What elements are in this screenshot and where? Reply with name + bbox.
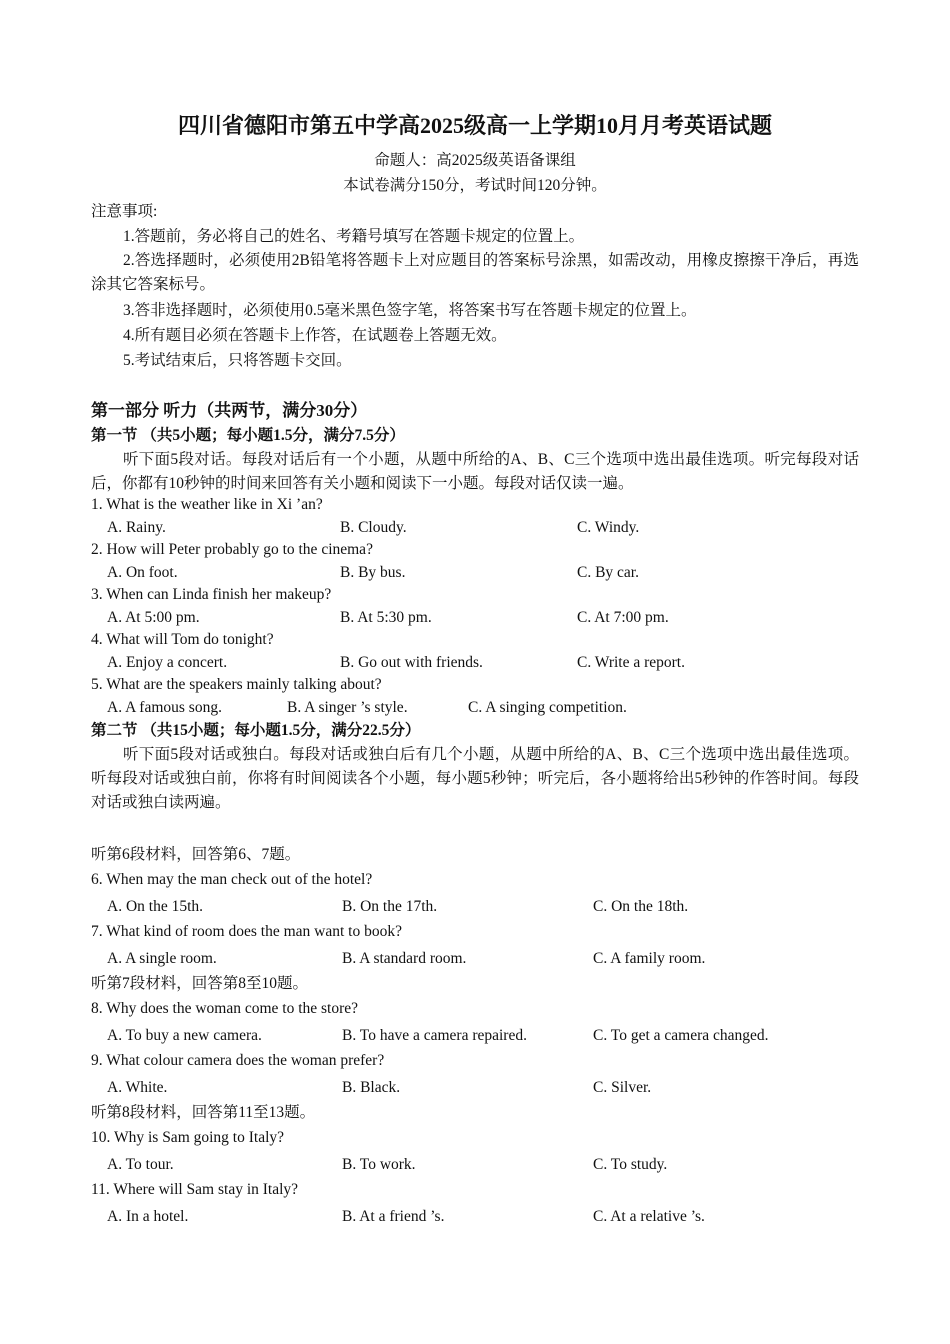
option-8a: A. To buy a new camera. — [107, 1027, 262, 1044]
option-6a: A. On the 15th. — [107, 898, 204, 915]
option-4c: C. Write a report. — [577, 654, 685, 671]
option-5c: C. A singing competition. — [468, 699, 627, 716]
option-6b: B. On the 17th. — [342, 898, 438, 915]
group-8-intro: 听第8段材料，回答第11至13题。 — [91, 1104, 316, 1121]
question-5: 5. What are the speakers mainly talking about? — [91, 676, 382, 693]
option-7b: B. A standard room. — [342, 950, 467, 967]
option-3a: A. At 5:00 pm. — [107, 609, 200, 626]
question-10: 10. Why is Sam going to Italy? — [91, 1129, 285, 1146]
option-7c: C. A family room. — [593, 950, 706, 967]
exam-info: 本试卷满分150分，考试时间120分钟。 — [343, 177, 607, 194]
group-6-intro: 听第6段材料，回答第6、7题。 — [91, 846, 301, 863]
author-line: 命题人：高2025级英语备课组 — [374, 152, 576, 169]
section1-heading: 第一节 （共5小题；每小题1.5分，满分7.5分） — [91, 427, 405, 444]
option-3b: B. At 5:30 pm. — [340, 609, 432, 626]
option-10c: C. To study. — [593, 1156, 668, 1173]
notice-item-4: 4.所有题目必须在答题卡上作答，在试题卷上答题无效。 — [123, 327, 507, 344]
notice-item-1: 1.答题前，务必将自己的姓名、考籍号填写在答题卡规定的位置上。 — [123, 228, 585, 245]
notice-item-5: 5.考试结束后，只将答题卡交回。 — [123, 352, 352, 369]
option-8c: C. To get a camera changed. — [593, 1027, 769, 1044]
section1-instructions: 听下面5段对话。每段对话后有一个小题，从题中所给的A、B、C三个选项中选出最佳选项。听完每段对话后，你都有10秒钟的时间来回答有关小题和阅读下一小题。每段对话仅读一遍。 — [91, 451, 859, 492]
option-2c: C. By car. — [577, 564, 639, 581]
section2-instructions: 听下面5段对话或独白。每段对话或独白后有几个小题，从题中所给的A、B、C三个选项中选出最佳选项。听每段对话或独白前，你将有时间阅读各个小题，每小题5秒钟；听完后，各小题将给出5秒钟的作答时间。每段对话或独白读两遍。 — [91, 746, 859, 811]
question-6: 6. When may the man check out of the hotel? — [91, 871, 373, 888]
question-11: 11. Where will Sam stay in Italy? — [91, 1181, 299, 1198]
option-5b: B. A singer ’s style. — [287, 699, 408, 716]
question-3: 3. When can Linda finish her makeup? — [91, 586, 332, 603]
option-9b: B. Black. — [342, 1079, 401, 1096]
option-3c: C. At 7:00 pm. — [577, 609, 669, 626]
option-11b: B. At a friend ’s. — [342, 1208, 445, 1225]
part1-heading: 第一部分 听力（共两节，满分30分） — [91, 401, 368, 420]
option-10a: A. To tour. — [107, 1156, 174, 1173]
group-7-intro: 听第7段材料，回答第8至10题。 — [91, 975, 309, 992]
option-2a: A. On foot. — [107, 564, 178, 581]
option-11a: A. In a hotel. — [107, 1208, 189, 1225]
option-4a: A. Enjoy a concert. — [107, 654, 228, 671]
option-1b: B. Cloudy. — [340, 519, 407, 536]
page-title: 四川省德阳市第五中学高2025级高一上学期10月月考英语试题 — [177, 113, 772, 138]
option-4b: B. Go out with friends. — [340, 654, 483, 671]
option-8b: B. To have a camera repaired. — [342, 1027, 527, 1044]
section2-heading: 第二节 （共15小题；每小题1.5分，满分22.5分） — [91, 722, 421, 739]
option-11c: C. At a relative ’s. — [593, 1208, 705, 1225]
question-2: 2. How will Peter probably go to the cinema? — [91, 541, 373, 558]
option-7a: A. A single room. — [107, 950, 217, 967]
question-9: 9. What colour camera does the woman prefer? — [91, 1052, 385, 1069]
notice-heading: 注意事项: — [91, 203, 158, 220]
option-2b: B. By bus. — [340, 564, 406, 581]
option-5a: A. A famous song. — [107, 699, 222, 716]
notice-item-3: 3.答非选择题时，必须使用0.5毫米黑色签字笔，将答案书写在答题卡规定的位置上。 — [123, 302, 697, 319]
question-8: 8. Why does the woman come to the store? — [91, 1000, 359, 1017]
option-1a: A. Rainy. — [107, 519, 166, 536]
question-4: 4. What will Tom do tonight? — [91, 631, 274, 648]
question-7: 7. What kind of room does the man want to book? — [91, 923, 402, 940]
option-9a: A. White. — [107, 1079, 168, 1096]
option-9c: C. Silver. — [593, 1079, 652, 1096]
question-1: 1. What is the weather like in Xi ’an? — [91, 496, 323, 513]
option-10b: B. To work. — [342, 1156, 416, 1173]
option-1c: C. Windy. — [577, 519, 640, 536]
notice-item-2: 2.答选择题时，必须使用2B铅笔将答题卡上对应题目的答案标号涂黑，如需改动，用橡皮擦擦干净后，再选涂其它答案标号。 — [91, 252, 859, 293]
option-6c: C. On the 18th. — [593, 898, 689, 915]
